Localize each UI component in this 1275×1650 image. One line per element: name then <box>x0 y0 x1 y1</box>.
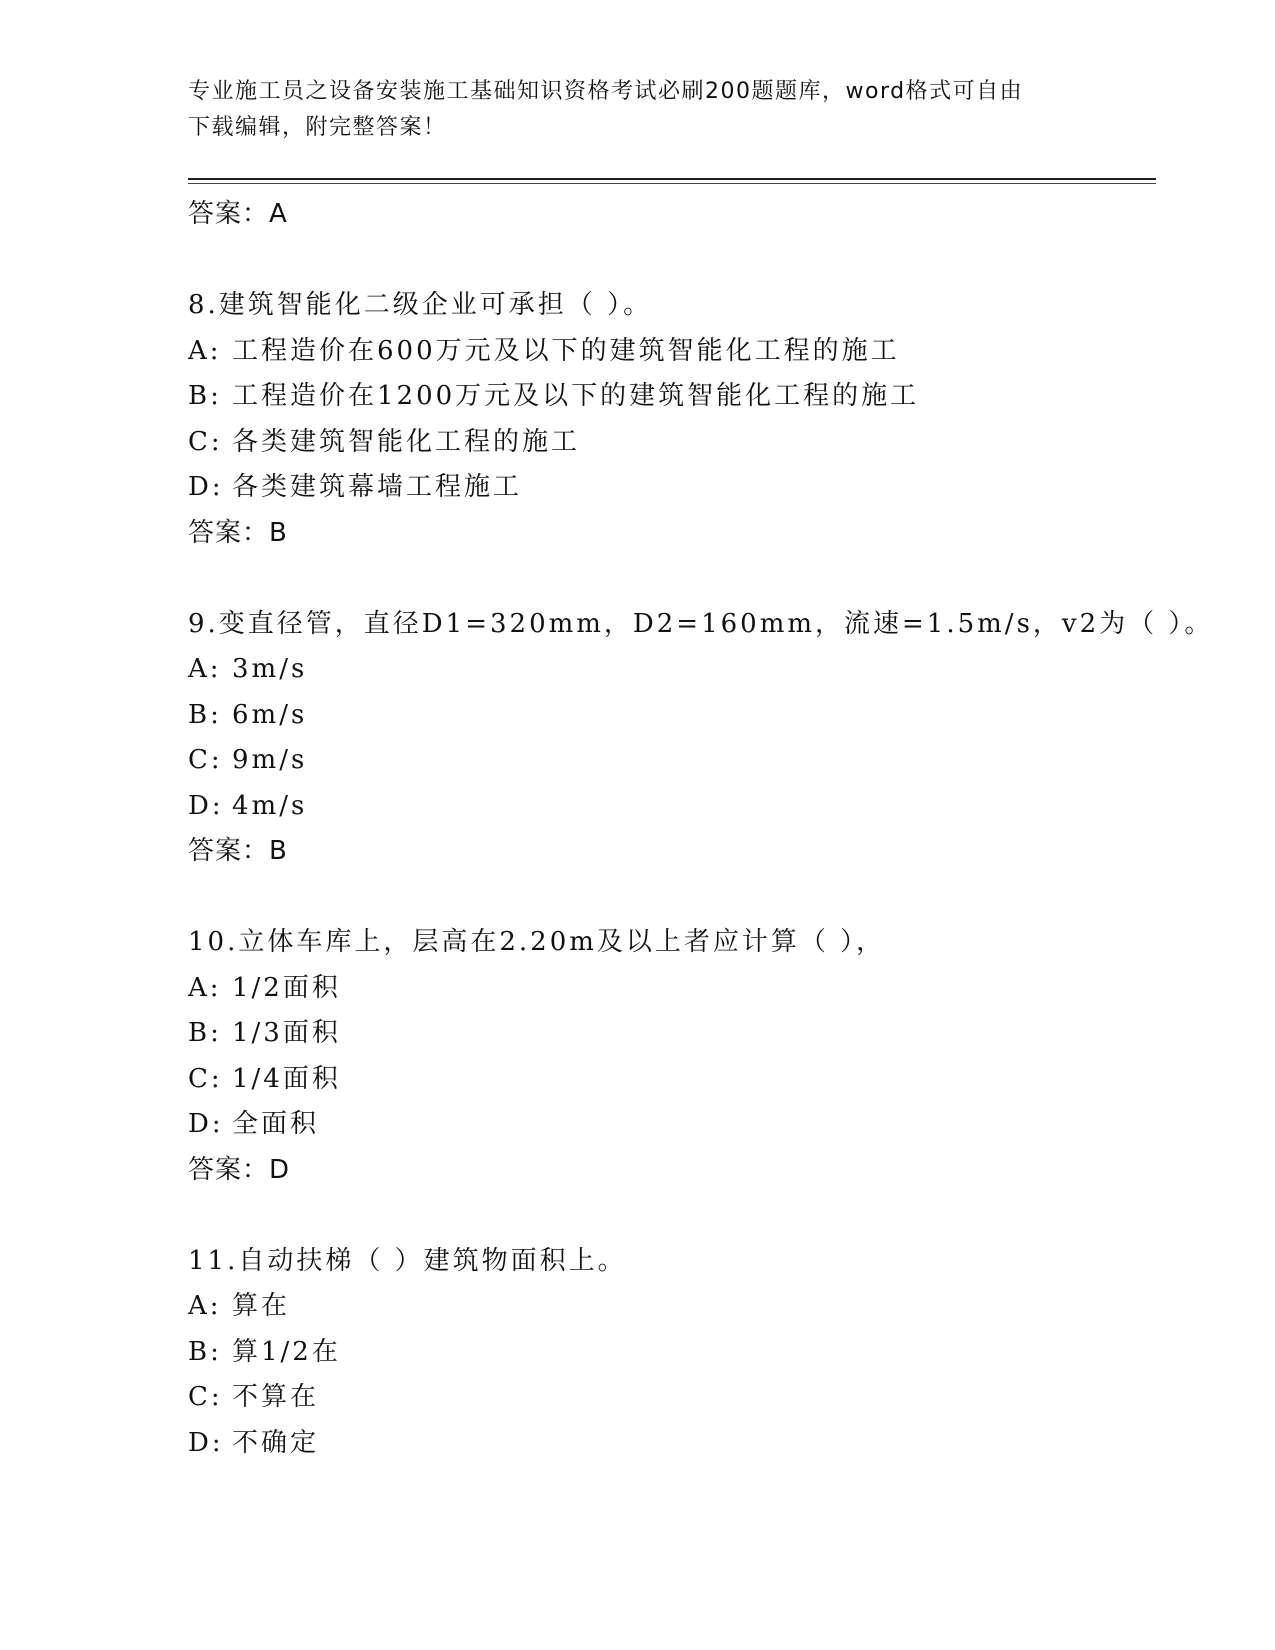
option-b <box>188 1330 1148 1376</box>
option-a <box>188 329 1148 375</box>
option-label: D: <box>188 1427 224 1458</box>
option-c <box>188 420 1148 466</box>
answer-line: 答案：A <box>188 199 288 229</box>
option-d <box>188 784 1148 830</box>
option-c <box>188 738 1148 784</box>
spacer <box>188 238 1148 284</box>
option-c <box>188 1375 1148 1421</box>
option-text: 工程造价在600万元及以下的建筑智能化工程的施工 <box>232 335 900 366</box>
document-header <box>188 74 1068 146</box>
question-text: 8.建筑智能化二级企业可承担（ ）。 <box>188 290 653 320</box>
option-text: 工程造价在1200万元及以下的建筑智能化工程的施工 <box>232 381 920 411</box>
option-label: A: <box>188 972 222 1003</box>
question-block <box>188 1239 1148 1467</box>
question-text: 10.立体车库上，层高在2.20m及以上者应计算（ ）， <box>188 927 886 957</box>
header-divider-thin <box>188 183 1156 184</box>
option-label: C: <box>188 1063 223 1094</box>
spacer <box>188 556 1148 602</box>
option-text: 全面积 <box>232 1109 320 1139</box>
option-text: 各类建筑智能化工程的施工 <box>232 426 581 457</box>
question-block <box>188 283 1148 556</box>
header-title-line-2: 下载编辑，附完整答案！ <box>188 115 447 140</box>
option-text: 算在 <box>232 1291 291 1321</box>
option-label: D: <box>188 1109 224 1139</box>
option-label: C: <box>188 745 223 775</box>
option-d <box>188 465 1148 511</box>
option-label: A: <box>188 654 222 684</box>
question-text: 9.变直径管，直径D1=320mm，D2=160mm，流速=1.5m/s，v2为（ ）。 <box>188 608 1214 639</box>
option-a <box>188 1284 1148 1330</box>
option-label: A: <box>188 1291 222 1321</box>
option-text: 1/4面积 <box>232 1063 341 1094</box>
option-text: 3m/s <box>232 654 308 684</box>
option-c <box>188 1057 1148 1103</box>
option-label: B: <box>188 1018 222 1048</box>
option-a <box>188 966 1148 1012</box>
question-block <box>188 602 1214 875</box>
option-label: C: <box>188 1382 223 1412</box>
option-label: B: <box>188 1336 222 1367</box>
option-text: 算1/2在 <box>232 1336 341 1367</box>
option-text: 不算在 <box>232 1382 320 1412</box>
spacer <box>188 1193 1148 1239</box>
option-text: 不确定 <box>232 1427 320 1458</box>
header-title-line-1: 专业施工员之设备安装施工基础知识资格考试必刷200题题库，word格式可自由 <box>188 79 1024 104</box>
option-label: D: <box>188 790 224 821</box>
option-text: 1/3面积 <box>232 1018 341 1048</box>
header-divider-thick <box>188 178 1156 180</box>
option-label: B: <box>188 381 222 411</box>
question-block <box>188 920 1148 1193</box>
option-b <box>188 1011 1148 1057</box>
option-label: A: <box>188 335 222 366</box>
question-text: 11.自动扶梯（ ）建筑物面积上。 <box>188 1245 627 1276</box>
question-list <box>188 192 1214 1466</box>
option-text: 9m/s <box>232 745 308 775</box>
option-label: B: <box>188 699 222 730</box>
option-a <box>188 647 1148 693</box>
option-d <box>188 1102 1148 1148</box>
option-text: 4m/s <box>232 790 308 821</box>
option-b <box>188 374 1148 420</box>
option-text: 各类建筑幕墙工程施工 <box>232 472 523 502</box>
answer-line: 答案：D <box>188 1154 291 1185</box>
option-text: 6m/s <box>232 699 308 730</box>
option-b <box>188 693 1148 739</box>
answer-line: 答案：B <box>188 517 288 548</box>
option-label: D: <box>188 472 224 502</box>
answer-line: 答案：B <box>188 836 288 866</box>
option-text: 1/2面积 <box>232 972 341 1003</box>
option-label: C: <box>188 426 223 457</box>
option-d <box>188 1421 1148 1467</box>
spacer <box>188 875 1148 921</box>
